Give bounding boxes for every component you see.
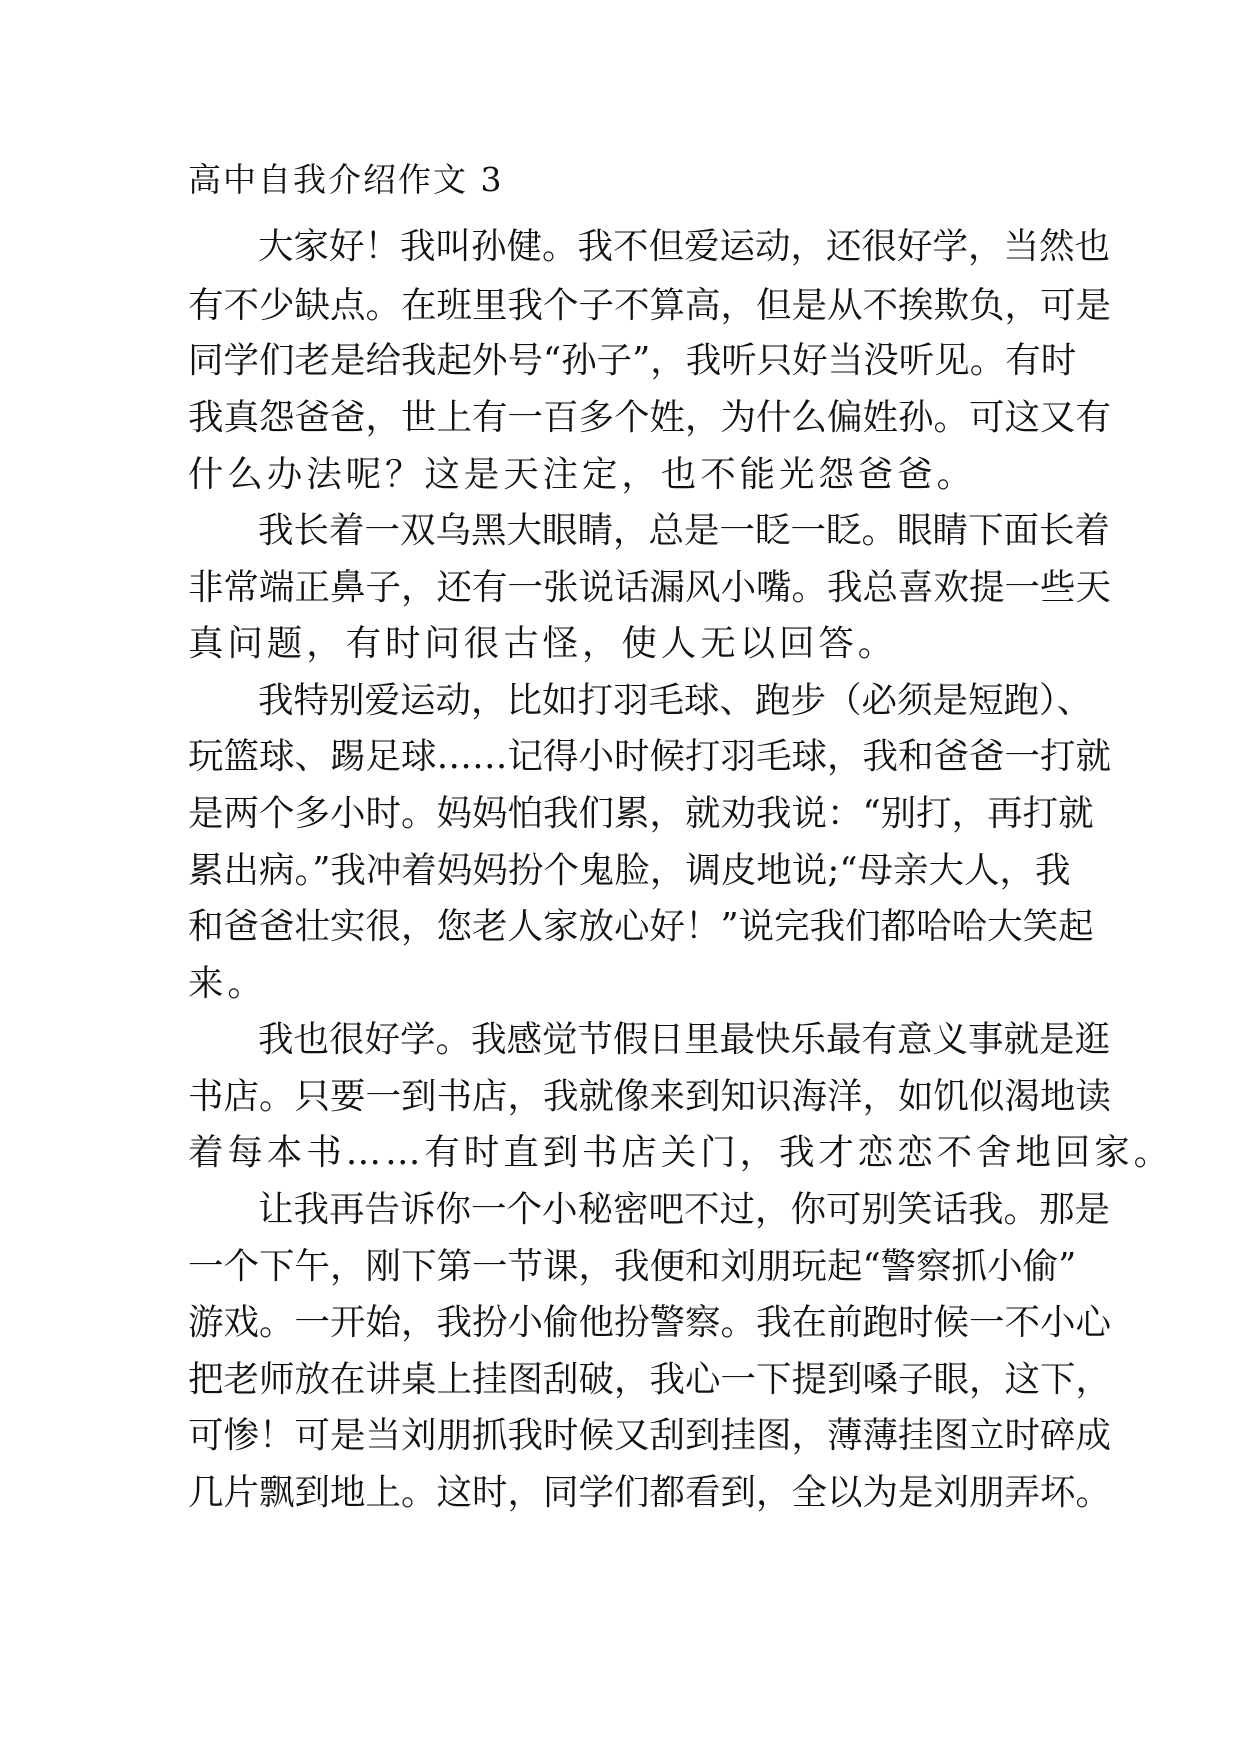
paragraph-3-line-3: 是两个多小时。妈妈怕我们累，就劝我说：“别打，再打就 (188, 793, 1094, 834)
paragraph-5-line-1: 让我再告诉你一个小秘密吧不过，你可别笑话我。那是 (258, 1189, 1111, 1230)
paragraph-3-line-2: 玩篮球、踢足球……记得小时候打羽毛球，我和爸爸一打就 (188, 736, 1112, 777)
paragraph-1-line-5: 什么办法呢？这是天注定，也不能光怨爸爸。 (188, 454, 977, 495)
paragraph-4-line-2: 书店。只要一到书店，我就像来到知识海洋，如饥似渴地读 (188, 1076, 1112, 1117)
paragraph-5-line-6: 几片飘到地上。这时，同学们都看到，全以为是刘朋弄坏。 (188, 1472, 1112, 1513)
paragraph-1-line-3: 同学们老是给我起外号“孙子”，我听只好当没听见。有时 (188, 340, 1077, 381)
paragraph-2-line-1: 我长着一双乌黑大眼睛，总是一眨一眨。眼睛下面长着 (258, 510, 1111, 551)
paragraph-1-line-4: 我真怨爸爸，世上有一百多个姓，为什么偏姓孙。可这又有 (188, 397, 1112, 438)
paragraph-2-line-2: 非常端正鼻子，还有一张说话漏风小嘴。我总喜欢提一些天 (188, 567, 1112, 608)
paragraph-5-line-5: 可惨！可是当刘朋抓我时候又刮到挂图，薄薄挂图立时碎成 (188, 1415, 1112, 1456)
paragraph-3-line-6: 来。 (188, 963, 267, 1004)
paragraph-4-line-1: 我也很好学。我感觉节假日里最快乐最有意义事就是逛 (258, 1019, 1111, 1060)
paragraph-3-line-4: 累出病。”我冲着妈妈扮个鬼脸，调皮地说;“母亲大人，我 (188, 850, 1071, 891)
paragraph-1-line-2: 有不少缺点。在班里我个子不算高，但是从不挨欺负，可是 (188, 285, 1112, 326)
paragraph-2-line-3: 真问题，有时问很古怪，使人无以回答。 (188, 623, 898, 664)
paragraph-3-line-5: 和爸爸壮实很，您老人家放心好！”说完我们都哈哈大笑起 (188, 906, 1094, 947)
document-title: 高中自我介绍作文 3 (188, 160, 504, 199)
paragraph-3-line-1: 我特别爱运动，比如打羽毛球、跑步（必须是短跑）、 (258, 680, 1093, 721)
paragraph-5-line-2: 一个下午，刚下第一节课，我便和刘朋玩起“警察抓小偷” (188, 1246, 1077, 1287)
paragraph-4-line-3: 着每本书……有时直到书店关门，我才恋恋不舍地回家。 (188, 1132, 1174, 1173)
paragraph-5-line-3: 游戏。一开始，我扮小偷他扮警察。我在前跑时候一不小心 (188, 1302, 1112, 1343)
paragraph-5-line-4: 把老师放在讲桌上挂图刮破，我心一下提到嗓子眼，这下， (188, 1359, 1112, 1400)
paragraph-1-line-1: 大家好！我叫孙健。我不但爱运动，还很好学，当然也 (258, 226, 1111, 267)
